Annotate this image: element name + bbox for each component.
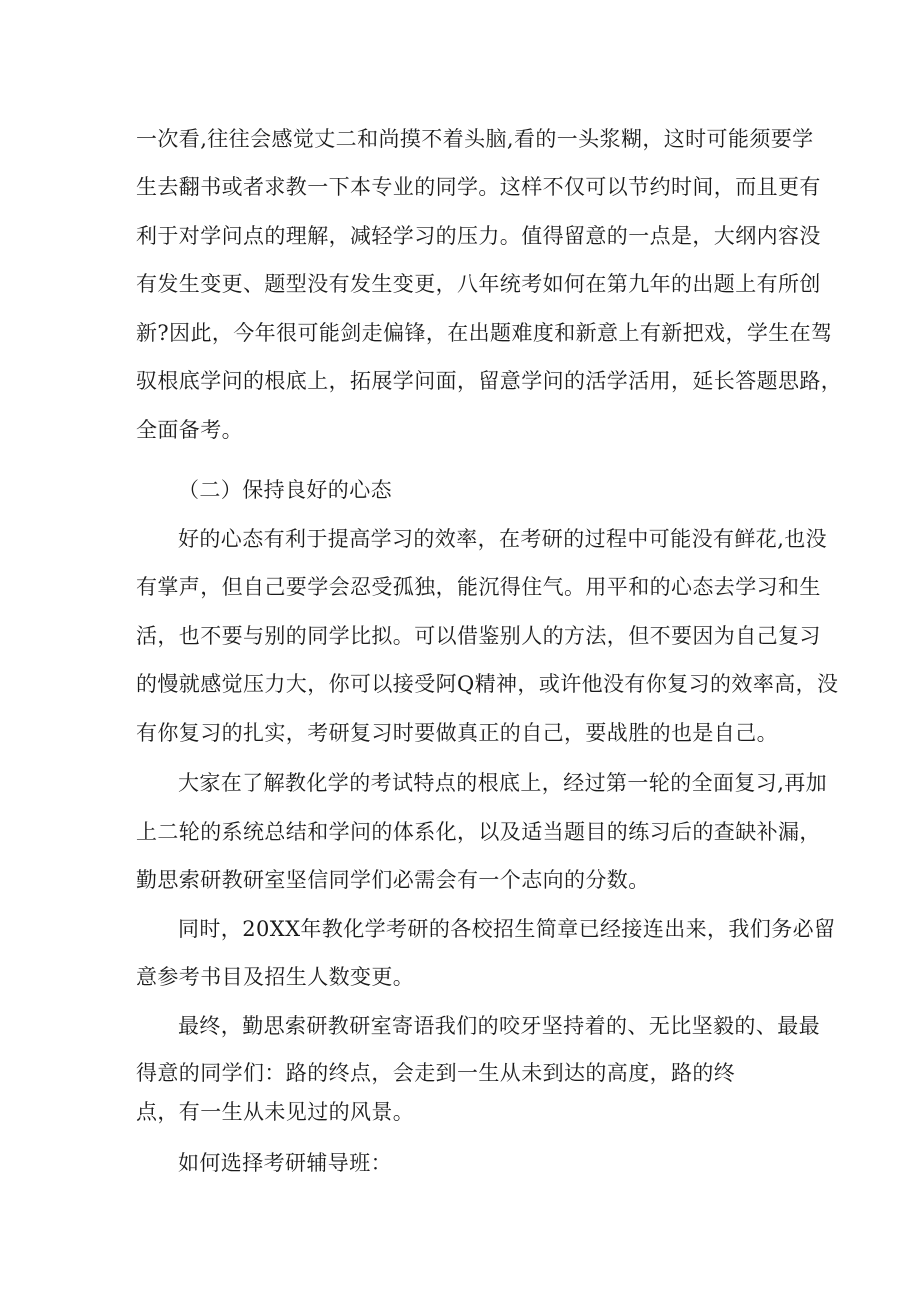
text-line: 驭根底学问的根底上，拓展学问面，留意学问的活学活用，延长答题思路，	[136, 369, 843, 393]
text-line: 新?因此，今年很可能剑走偏锋，在出题难度和新意上有新把戏，学生在驾	[136, 321, 833, 345]
text-line: 全面备考。	[136, 418, 243, 442]
text-line: 意参考书目及招生人数变更。	[136, 965, 415, 989]
text-line: 的慢就感觉压力大，你可以接受阿Q精神，或许他没有你复习的效率高，没	[136, 672, 839, 696]
text-line: 如何选择考研辅导班：	[178, 1151, 392, 1175]
text-line: 勤思索研教研室坚信同学们必需会有一个志向的分数。	[136, 868, 650, 892]
text-line: 上二轮的系统总结和学问的体系化，以及适当题目的练习后的查缺补漏，	[136, 820, 821, 844]
text-line: 好的心态有利于提高学习的效率，在考研的过程中可能没有鲜花,也没	[178, 527, 828, 551]
text-line: 生去翻书或者求教一下本专业的同学。这样不仅可以节约时间，而且更有	[136, 175, 821, 199]
text-line: 活，也不要与别的同学比拟。可以借鉴别人的方法，但不要因为自己复习	[136, 624, 821, 648]
text-line: 有掌声，但自己要学会忍受孤独，能沉得住气。用平和的心态去学习和生	[136, 575, 821, 599]
text-line: 最终，勤思索研教研室寄语我们的咬牙坚持着的、无比坚毅的、最最	[178, 1014, 820, 1038]
text-line: 有发生变更、题型没有发生变更，八年统考如何在第九年的出题上有所创	[136, 272, 821, 296]
text-line: 点，有一生从未见过的风景。	[136, 1100, 415, 1124]
text-line: 有你复习的扎实，考研复习时要做真正的自己，要战胜的也是自己。	[136, 721, 778, 745]
text-line: 大家在了解教化学的考试特点的根底上，经过第一轮的全面复习,再加	[178, 771, 828, 795]
text-line: 同时，20XX年教化学考研的各校招生简章已经接连出来，我们务必留	[178, 917, 836, 941]
text-line: 得意的同学们：路的终点，会走到一生从未到达的高度，路的终	[136, 1061, 736, 1085]
text-line: 利于对学问点的理解，减轻学习的压力。值得留意的一点是，大纲内容没	[136, 224, 821, 248]
text-line: 一次看,往往会感觉丈二和尚摸不着头脑,看的一头浆糊，这时可能须要学	[136, 127, 814, 151]
section-heading: （二）保持良好的心态	[178, 478, 392, 502]
